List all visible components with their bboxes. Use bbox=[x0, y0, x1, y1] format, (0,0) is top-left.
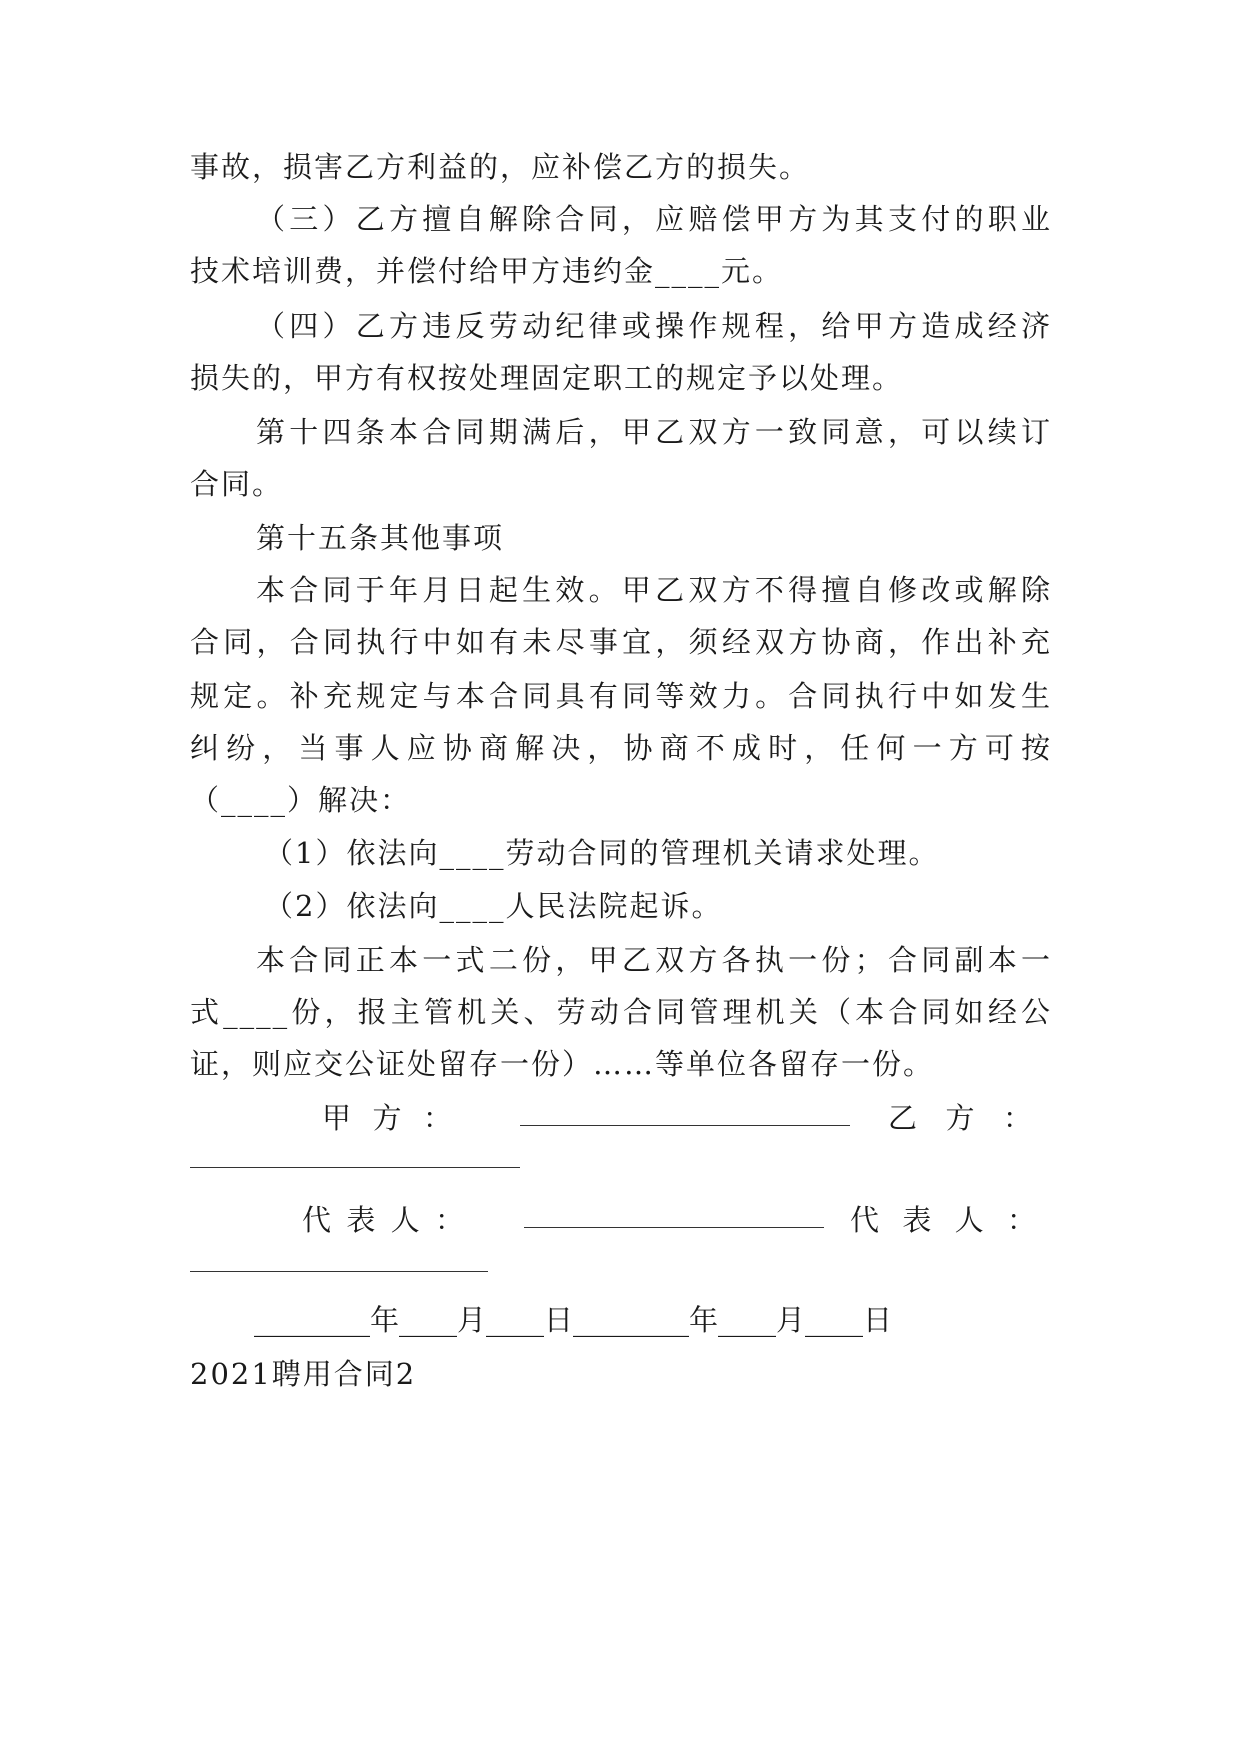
section-heading: 第十五条其他事项 bbox=[256, 521, 505, 555]
paragraph-line: （三）乙方擅自解除合同，应赔偿甲方为其支付的职业 bbox=[256, 202, 1052, 236]
party-a-blank bbox=[520, 1125, 850, 1126]
paragraph-line: （____）解决： bbox=[190, 783, 412, 817]
rep-a-blank bbox=[524, 1227, 824, 1228]
paragraph-line: 式____份，报主管机关、劳动合同管理机关（本合同如经公 bbox=[190, 995, 1052, 1029]
paragraph-line: 事故，损害乙方利益的，应补偿乙方的损失。 bbox=[190, 150, 811, 184]
paragraph-line: 规定。补充规定与本合同具有同等效力。合同执行中如发生 bbox=[190, 679, 1052, 713]
paragraph-line: 本合同于年月日起生效。甲乙双方不得擅自修改或解除 bbox=[256, 573, 1052, 607]
party-b-label: 乙方： bbox=[888, 1101, 1050, 1135]
rep-b-label: 代表人： bbox=[850, 1203, 1050, 1237]
paragraph-line: 合同，合同执行中如有未尽事宜，须经双方协商，作出补充 bbox=[190, 625, 1052, 659]
party-a-label: 甲方： bbox=[322, 1101, 470, 1135]
party-b-blank bbox=[190, 1167, 520, 1168]
paragraph-line: 第十四条本合同期满后，甲乙双方一致同意，可以续订 bbox=[256, 415, 1052, 449]
paragraph-line: 损失的，甲方有权按处理固定职工的规定予以处理。 bbox=[190, 361, 904, 395]
paragraph-line: 证，则应交公证处留存一份）……等单位各留存一份。 bbox=[190, 1047, 935, 1081]
paragraph-line: （四）乙方违反劳动纪律或操作规程，给甲方造成经济 bbox=[256, 309, 1052, 343]
list-item: （2）依法向____人民法院起诉。 bbox=[264, 889, 723, 923]
paragraph-line: 合同。 bbox=[190, 467, 284, 501]
rep-b-blank bbox=[190, 1271, 488, 1272]
paragraph-line: 技术培训费，并偿付给甲方违约金____元。 bbox=[190, 254, 784, 288]
paragraph-line: 本合同正本一式二份，甲乙双方各执一份；合同副本一 bbox=[256, 943, 1052, 977]
list-item: （1）依法向____劳动合同的管理机关请求处理。 bbox=[264, 836, 940, 870]
paragraph-line: 纠纷，当事人应协商解决，协商不成时，任何一方可按 bbox=[190, 731, 1052, 765]
date-line: ________年____月____日________年____月____日 bbox=[254, 1303, 893, 1337]
next-document-title: 2021聘用合同2 bbox=[190, 1357, 417, 1391]
rep-a-label: 代表人： bbox=[302, 1203, 478, 1237]
